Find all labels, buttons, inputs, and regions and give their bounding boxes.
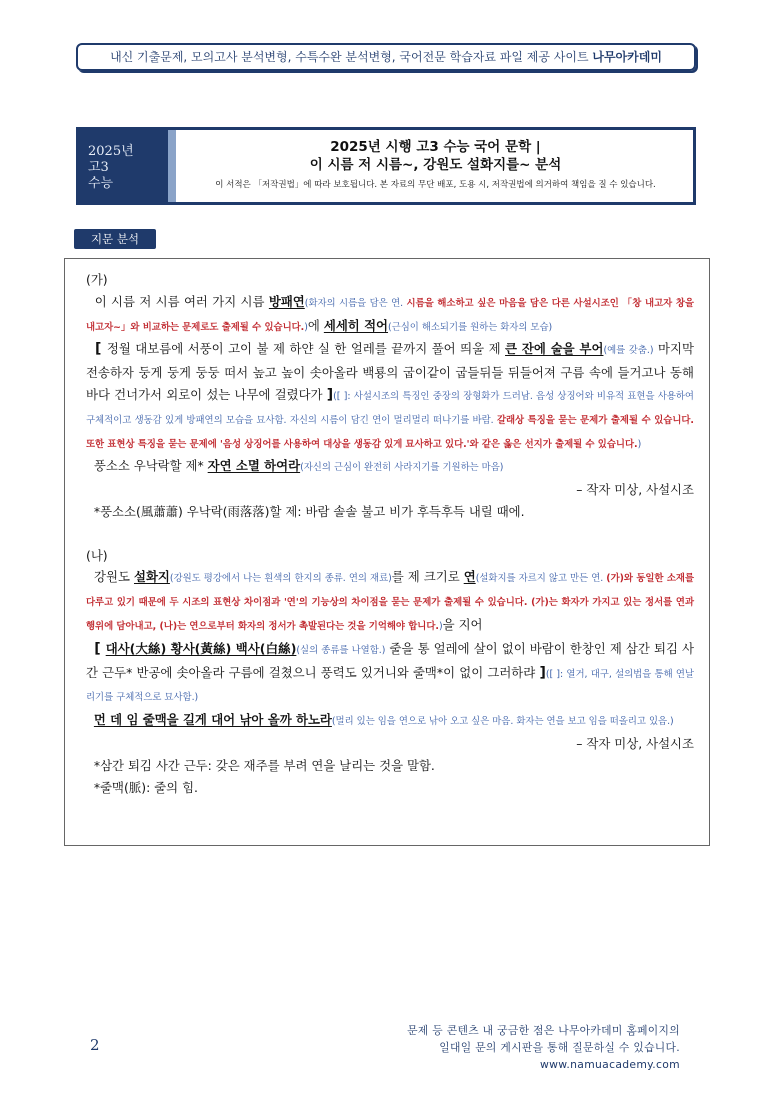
ga-gloss: *풍소소(風蕭蕭) 우낙락(雨落落)할 제: 바람 솔솔 불고 비가 후득후득 내릴 때에.: [93, 503, 525, 519]
footer-info: [340, 1022, 680, 1073]
ga-stanza-2: [ 정월 대보름에 서풍이 고이 불 제 하얀 실 한 얼레를 끝까지 풀어 띄울 제 큰 잔에 술을 부어(예를 갖춤.) 마지막 전송하자 둥게 둥게 둥둥 떠서 높고 높이 솟아올라 백룡의 굽이같이 굽들뒤들 뒤들어져 구름 속에 들거고나 동해 바다 건너가서 외로이 섰는 나무에 걸렸다가 ]([ ]: 사설시조의 특징인 중장의 장형화가 드러남. 음성 상징어와 비유적 표현을 사용하여 구체적이고 생동감 있게 방패연의 모습을 묘사함. 자신의 시름이 담긴 연이 멀리멀리 떠나기를 바람. 갈래상 특징을 묻는 문제가 출제될 수 있습니다. 또한 표현상 특징을 묻는 문제에 '음성 상징어를 사용하여 대상을 생동감 있게 묘사하고 있다.'와 같은 옳은 선지가 출제될 수 있습니다.): [86, 341, 694, 450]
passage-content: [86, 269, 694, 798]
ga-mark: (가): [86, 272, 108, 287]
na-highlight-threads: 대사(大絲) 황사(黃絲) 백사(白絲): [105, 640, 297, 656]
copyright-note: 이 서적은 「저작권법」에 따라 보호됩니다. 본 자료의 무단 배포, 도용 시, 저작권법에 의거하여 책임을 질 수 있습니다.: [215, 180, 656, 190]
title-stripe: [168, 130, 176, 202]
title-side-exam: 수능: [88, 176, 114, 191]
na-highlight-kite: 연: [463, 569, 476, 585]
ga-highlight-vanish: 자연 소멸 하여라: [207, 458, 301, 474]
na-stanza-2: [ 대사(大絲) 황사(黃絲) 백사(白絲)(실의 종류를 나열함.) 줄을 통 얼레에 살이 없이 바람이 한창인 제 삼간 퇴김 사간 근두* 반공에 솟아올라 구름에 걸쳤으니 풍력도 있거니와 줄맥*이 없이 그러하랴 ]([ ]: 열거, 대구, 설의법을 통해 연날리기를 구체적으로 묘사함.): [86, 640, 694, 704]
na-stanza-1: 강원도 설화지(강원도 평강에서 나는 흰색의 한지의 종류. 연의 재료)를 제 크기로 연(설화지를 자르지 않고 만든 연. (가)와 동일한 소재를 다루고 있기 때문에 두 시조의 표현상 차이점과 '연'의 기능상의 차이점을 묻는 문제가 출제될 수 있습니다. (가)는 화자가 가지고 있는 정서를 연과 행위에 담아내고, (나)는 연으로부터 화자의 정서가 촉발된다는 것을 기억해야 합니다.)을 지어: [86, 569, 694, 632]
site-banner: [76, 43, 696, 71]
na-gloss-2: *줄맥(脈): 줄의 힘.: [93, 779, 198, 795]
passage-box: [64, 258, 710, 846]
ga-highlight-wine: 큰 잔에 술을 부어: [505, 341, 604, 357]
title-main: [184, 138, 687, 192]
title-side-label: [76, 130, 168, 202]
section-label: 지문 분석: [74, 229, 156, 249]
footer-line-1: 문제 등 콘텐츠 내 궁금한 점은 나무아카데미 홈페이지의: [407, 1024, 680, 1037]
na-author: – 작자 미상, 사설시조: [576, 735, 694, 751]
brand-name: 나무아카데미: [592, 50, 662, 64]
na-mark: (나): [86, 547, 108, 563]
ga-highlight-kite: 방패연: [268, 293, 305, 309]
title-line-2: 이 시름 저 시름~, 강원도 설화지를~ 분석: [309, 157, 562, 173]
title-box: [76, 127, 696, 205]
ga-highlight-write: 세세히 적어: [323, 317, 389, 333]
banner-text: 내신 기출문제, 모의고사 분석변형, 수특수완 분석변형, 국어전문 학습자료 파일 제공 사이트: [110, 50, 593, 64]
na-stanza-3: 먼 데 임 줄맥을 길게 대어 낚아 올까 하노라(멀리 있는 임을 연으로 낚아 오고 싶은 마음. 화자는 연을 보고 임을 떠올리고 있음.): [93, 712, 674, 728]
na-highlight-paper: 설화지: [133, 569, 170, 585]
title-side-year: 2025년: [88, 144, 134, 159]
na-highlight-lover: 먼 데 임 줄맥을 길게 대어 낚아 올까 하노라: [93, 712, 332, 728]
footer-line-2: 일대일 문의 게시판을 통해 질문하실 수 있습니다.: [439, 1041, 680, 1054]
page-number: 2: [90, 1036, 100, 1054]
title-side-grade: 고3: [88, 160, 109, 175]
ga-author: – 작자 미상, 사설시조: [576, 482, 694, 498]
ga-stanza-3: 풍소소 우낙락할 제* 자연 소멸 하여라(자신의 근심이 완전히 사라지기를 기원하는 마음): [93, 458, 504, 474]
footer-url[interactable]: www.namuacademy.com: [540, 1058, 680, 1071]
na-gloss-1: *삼간 퇴김 사간 근두: 갖은 재주를 부려 연을 날리는 것을 말함.: [93, 757, 435, 773]
ga-stanza-1: 이 시름 저 시름 여러 가지 시름 방패연(화자의 시름을 담은 연. 시름을 해소하고 싶은 마음을 담은 다른 사설시조인 「창 내고자 창을 내고자~」와 비교하는 문제로도 출제될 수 있습니다.)에 세세히 적어(근심이 해소되기를 원하는 화자의 모습): [86, 293, 694, 333]
title-line-1: 2025년 시행 고3 수능 국어 문학 |: [330, 139, 541, 155]
